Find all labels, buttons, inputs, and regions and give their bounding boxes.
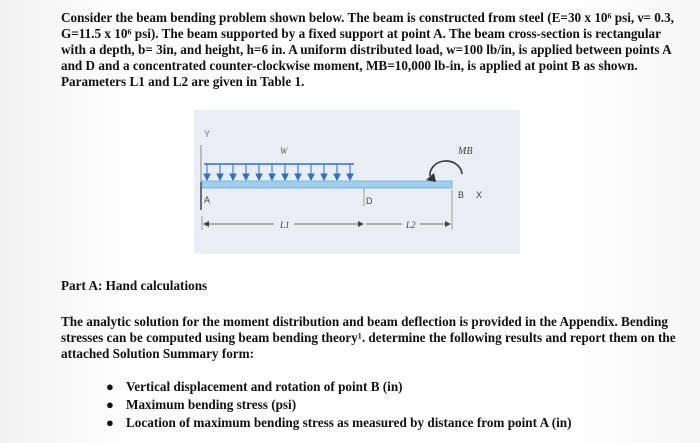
results-list [102, 378, 662, 432]
list-item [102, 414, 662, 432]
list-item-text: Maximum bending stress (psi) [126, 397, 297, 412]
point-a-label: A [204, 195, 211, 205]
beam-diagram [194, 110, 520, 254]
point-b-label: B [458, 190, 465, 200]
bullet-icon: ● [106, 379, 114, 394]
bullet-icon: ● [106, 397, 114, 412]
problem-statement: Consider the beam bending problem shown below. The beam is constructed from steel (E=30 x 10⁶ psi, ν= 0.3, G=11.5 x 10⁶ psi). The beam supported by a fixed support at point A. The beam cross-section is rectangular with a depth, b= 3in, and height, h=6 in. A uniform distributed load, w=100 lb/in, is applied between points A and D and a concentrated counter-clockwise moment, MB=10,000 lb-in, is applied at point B as shown. Parameters L1 and L2 are given in Table 1. [61, 10, 674, 89]
dim-arrow-l2-right [445, 221, 451, 227]
list-item-text: Vertical displacement and rotation of point B (in) [126, 379, 403, 394]
y-axis-label: Y [204, 129, 211, 139]
moment-arc [430, 161, 462, 176]
load-label: W [280, 146, 288, 156]
dim-l1-label: L1 [280, 220, 290, 230]
beam-diagram-svg [194, 110, 520, 254]
dim-l2-label: L2 [406, 220, 416, 230]
list-item-text: Location of maximum bending stress as measured by distance from point A (in) [126, 415, 572, 430]
distributed-load-arrows [204, 164, 353, 180]
x-axis-label: X [476, 190, 483, 200]
point-d-label: D [366, 196, 373, 206]
beam [202, 181, 452, 188]
dim-arrow-l1-left [203, 221, 209, 227]
dim-arrow-l1-right [358, 221, 364, 227]
list-item [102, 378, 662, 396]
part-a-paragraph: The analytic solution for the moment distribution and beam deflection is provided in the Appendix. Bending stresses can be computed using beam bending theory¹. determine the following results and report them on the attached Solution Summary form: [61, 314, 676, 361]
part-a-heading: Part A: Hand calculations [61, 278, 208, 293]
list-item [102, 396, 662, 414]
bullet-icon: ● [106, 415, 114, 430]
moment-label: MB [458, 146, 473, 157]
